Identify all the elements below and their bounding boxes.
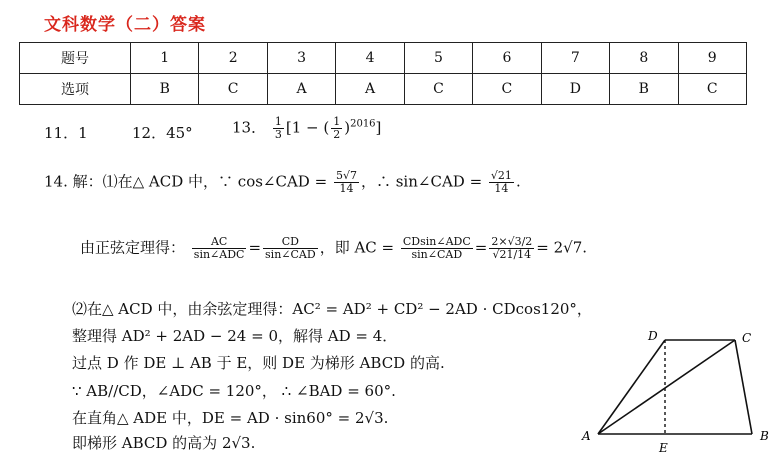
side-cb — [735, 340, 752, 434]
expr-text: ) — [344, 118, 351, 137]
answer-q11: 11．1 — [44, 124, 88, 142]
question-number-cell: 2 — [199, 43, 267, 74]
question-number-cell: 3 — [267, 43, 335, 74]
expr-text: 14. 解：⑴在△ ACD 中，∵ cos∠CAD = — [44, 172, 328, 191]
table-header-cell: 选项 — [20, 74, 131, 105]
label-e: E — [659, 441, 668, 455]
answer-cell: A — [336, 74, 404, 105]
fraction — [334, 170, 359, 195]
denominator: 14 — [339, 182, 354, 195]
fraction — [273, 116, 284, 141]
trapezoid-diagram — [570, 322, 775, 457]
fraction — [331, 116, 342, 141]
numerator: √21 — [490, 169, 512, 182]
table-header-cell: 题号 — [20, 43, 131, 74]
expr-text: ] — [375, 118, 382, 137]
fraction — [192, 236, 247, 261]
fraction — [263, 236, 318, 261]
answer-q12: 12．45° — [132, 124, 193, 142]
question-number-cell: 6 — [473, 43, 541, 74]
question-number-cell: 9 — [678, 43, 747, 74]
q14-line-4: 整理得 AD² + 2AD − 24 = 0，解得 AD = 4． — [72, 327, 398, 345]
answer-cell: C — [473, 74, 541, 105]
fraction — [489, 170, 514, 195]
numerator: 1 — [333, 115, 341, 128]
label-b: B — [760, 429, 769, 443]
page-title: 文科数学（二）答案 — [44, 15, 206, 35]
expr-text: ，∴ sin∠CAD = — [360, 172, 483, 191]
denominator: 14 — [494, 182, 509, 195]
q14-line-3: ⑵在△ ACD 中，由余弦定理得：AC² = AD² + CD² − 2AD · CDcos120°， — [72, 300, 592, 318]
q14-line-7: 在直角△ ADE 中，DE = AD · sin60° = 2√3. — [72, 409, 389, 427]
label-d: D — [648, 329, 658, 343]
question-number-cell: 8 — [610, 43, 678, 74]
q14-line-5: 过点 D 作 DE ⊥ AB 于 E，则 DE 为梯形 ABCD 的高. — [72, 354, 445, 372]
answer-table — [19, 42, 747, 105]
denominator: √21/14 — [492, 248, 532, 261]
q14-line-8: 即梯形 ABCD 的高为 2√3. — [72, 434, 256, 452]
denominator: 3 — [274, 128, 282, 141]
expr-text: . — [515, 172, 521, 191]
answer-cell: C — [678, 74, 747, 105]
q13-label: 13． — [232, 118, 267, 137]
answer-cell: D — [541, 74, 609, 105]
answer-cell: A — [267, 74, 335, 105]
answer-cell: B — [610, 74, 678, 105]
q14-line-1 — [44, 170, 521, 195]
answer-cell: C — [199, 74, 267, 105]
expr-text: = — [474, 238, 488, 257]
side-ad — [598, 340, 665, 434]
q14-line-6: ∵ AB//CD，∠ADC = 120°， ∴ ∠BAD = 60°. — [72, 382, 396, 400]
exponent: 2016 — [350, 118, 376, 130]
denominator: 2 — [333, 128, 341, 141]
answer-q13 — [232, 116, 381, 141]
question-number-cell: 4 — [336, 43, 404, 74]
answer-cell: C — [404, 74, 472, 105]
numerator: 2×√3/2 — [491, 235, 533, 248]
fraction — [401, 236, 473, 261]
expr-text: [1 − ( — [285, 118, 330, 137]
expr-text: = — [248, 238, 262, 257]
numerator: 5√7 — [335, 169, 357, 182]
q14-line-2 — [80, 236, 587, 261]
label-a: A — [582, 429, 591, 443]
table-row — [20, 74, 747, 105]
denominator: sin∠CAD — [411, 248, 463, 261]
expr-text: 由正弦定理得： — [80, 238, 186, 257]
expr-text: ，即 AC = — [319, 238, 395, 257]
denominator: sin∠CAD — [265, 248, 316, 261]
numerator: CD — [263, 236, 318, 249]
diagonal-ac — [598, 340, 735, 434]
question-number-cell: 7 — [541, 43, 609, 74]
answer-cell: B — [131, 74, 199, 105]
fraction — [489, 236, 534, 261]
numerator: AC — [192, 236, 247, 249]
table-row — [20, 43, 747, 74]
label-c: C — [742, 331, 752, 345]
question-number-cell: 5 — [404, 43, 472, 74]
denominator: sin∠ADC — [193, 248, 245, 261]
numerator: CDsin∠ADC — [402, 235, 471, 248]
question-number-cell: 1 — [131, 43, 199, 74]
numerator: 1 — [274, 115, 282, 128]
expr-text: = 2√7. — [536, 238, 588, 257]
